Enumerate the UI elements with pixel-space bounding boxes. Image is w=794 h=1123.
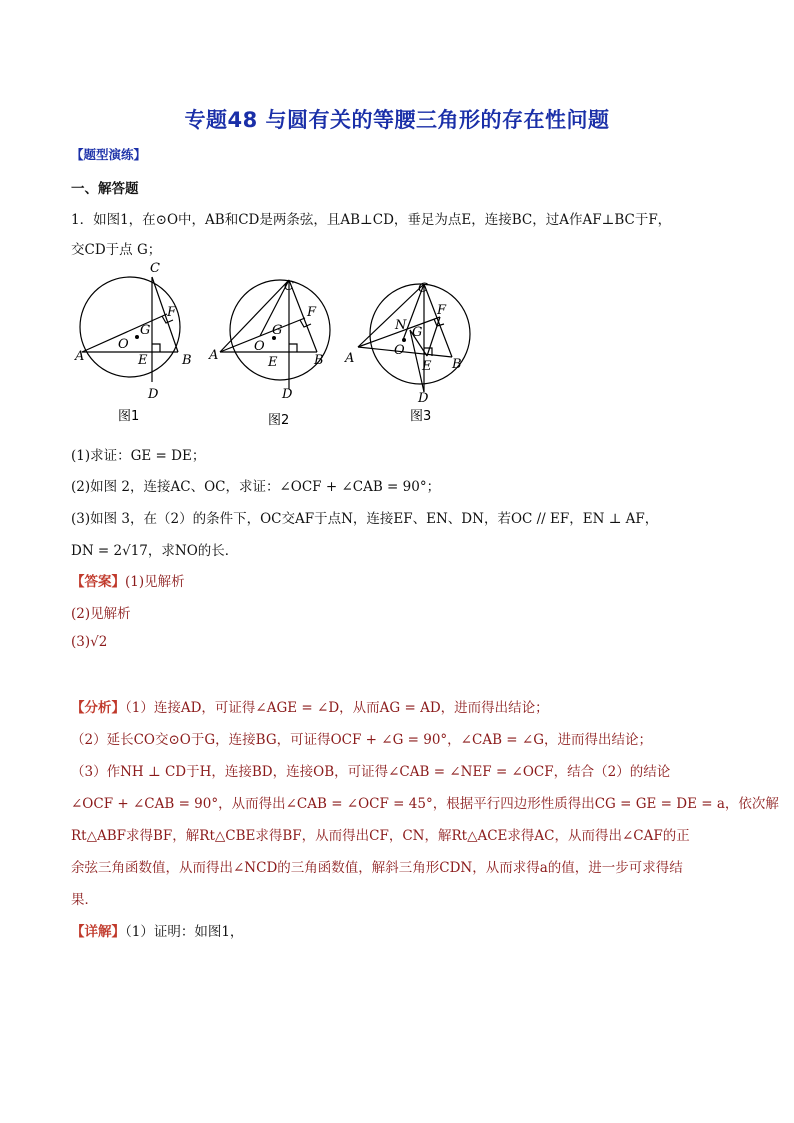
svg-text:G: G <box>140 323 151 338</box>
svg-text:B: B <box>314 353 324 368</box>
analysis-p3-1: （3）作NH ⊥ CD于H，连接BD，连接OB，可证得∠CAB = ∠NEF = ∠OCF，结合（2）的结论 <box>71 764 671 780</box>
figure-1-caption: 图1 <box>118 409 140 424</box>
problem-stem-line1: 1．如图1，在⊙O中，AB和CD是两条弦，且AB⊥CD，垂足为点E，连接BC，过A作AF⊥BC于F， <box>71 212 672 228</box>
svg-text:E: E <box>422 359 432 374</box>
question-3-line1: (3)如图 3，在（2）的条件下，OC交AF于点N，连接EF、EN、DN，若OC // EF，EN ⊥ AF， <box>71 511 659 527</box>
svg-text:F: F <box>307 305 317 320</box>
analysis-p3-4: 余弦三角函数值，从而得出∠NCD的三角函数值，解斜三角形CDN，从而求得a的值，进一步可求得结 <box>71 860 683 876</box>
analysis-p3-5: 果． <box>71 892 98 908</box>
question-1: (1)求证：GE = DE； <box>71 448 206 464</box>
question-2: (2)如图 2，连接AC、OC，求证：∠OCF + ∠CAB = 90°； <box>71 479 441 495</box>
svg-text:G: G <box>412 325 423 340</box>
figure-1-diagram <box>80 277 180 382</box>
section-tag: 【题型演练】 <box>71 147 147 162</box>
svg-text:B: B <box>182 353 192 368</box>
analysis-p1: （1）连接AD，可证得∠AGE = ∠D，从而AG = AD，进而得出结论； <box>125 700 549 716</box>
analysis-p2: （2）延长CO交⊙O于G，连接BG，可证得OCF + ∠G = 90°，∠CAB = ∠G，进而得出结论； <box>71 732 652 748</box>
svg-text:E: E <box>268 355 278 370</box>
analysis-line1 <box>71 696 549 716</box>
detail-line <box>71 920 243 940</box>
answer-2: (2)见解析 <box>71 606 131 622</box>
answer-line1 <box>71 570 185 590</box>
answer-3: (3)√2 <box>71 634 108 650</box>
svg-text:F: F <box>167 305 177 320</box>
svg-text:N: N <box>395 318 407 333</box>
page-title: 专题48 与圆有关的等腰三角形的存在性问题 <box>184 108 610 132</box>
problem-stem-line2: 交CD于点 G； <box>71 242 162 258</box>
svg-text:O: O <box>254 339 265 354</box>
detail-text: （1）证明：如图1， <box>125 924 244 940</box>
analysis-p3-2: ∠OCF + ∠CAB = 90°，从而得出∠CAB = ∠OCF = 45°，根据平行四边形性质得出CG = GE = DE = a，依次解 <box>71 796 779 812</box>
svg-text:A: A <box>345 351 355 366</box>
svg-text:D: D <box>148 387 159 402</box>
svg-text:C: C <box>284 279 294 294</box>
question-3-line2: DN = 2√17，求NO的长． <box>71 543 239 559</box>
answer-label: 【答案】 <box>71 574 125 590</box>
svg-text:B: B <box>452 357 462 372</box>
analysis-p3-3: Rt△ABF求得BF，解Rt△CBE求得BF，从而得出CF，CN，解Rt△ACE求得AC，从而得出∠CAF的正 <box>71 828 690 844</box>
svg-text:C: C <box>418 281 428 296</box>
section-heading: 一、解答题 <box>71 181 139 197</box>
svg-text:O: O <box>394 343 405 358</box>
svg-text:E: E <box>138 353 148 368</box>
geometry-figures <box>70 261 470 432</box>
svg-text:D: D <box>418 391 429 406</box>
analysis-label: 【分析】 <box>71 700 125 716</box>
svg-text:C: C <box>150 261 160 276</box>
detail-label: 【详解】 <box>71 924 125 940</box>
svg-text:G: G <box>272 323 283 338</box>
svg-text:A: A <box>75 349 85 364</box>
figure-2-caption: 图2 <box>268 413 290 428</box>
svg-text:A: A <box>209 348 219 363</box>
answer-1: (1)见解析 <box>125 574 185 590</box>
figure-3-caption: 图3 <box>410 409 432 424</box>
svg-text:F: F <box>437 303 447 318</box>
svg-text:D: D <box>282 387 293 402</box>
svg-text:O: O <box>118 337 129 352</box>
